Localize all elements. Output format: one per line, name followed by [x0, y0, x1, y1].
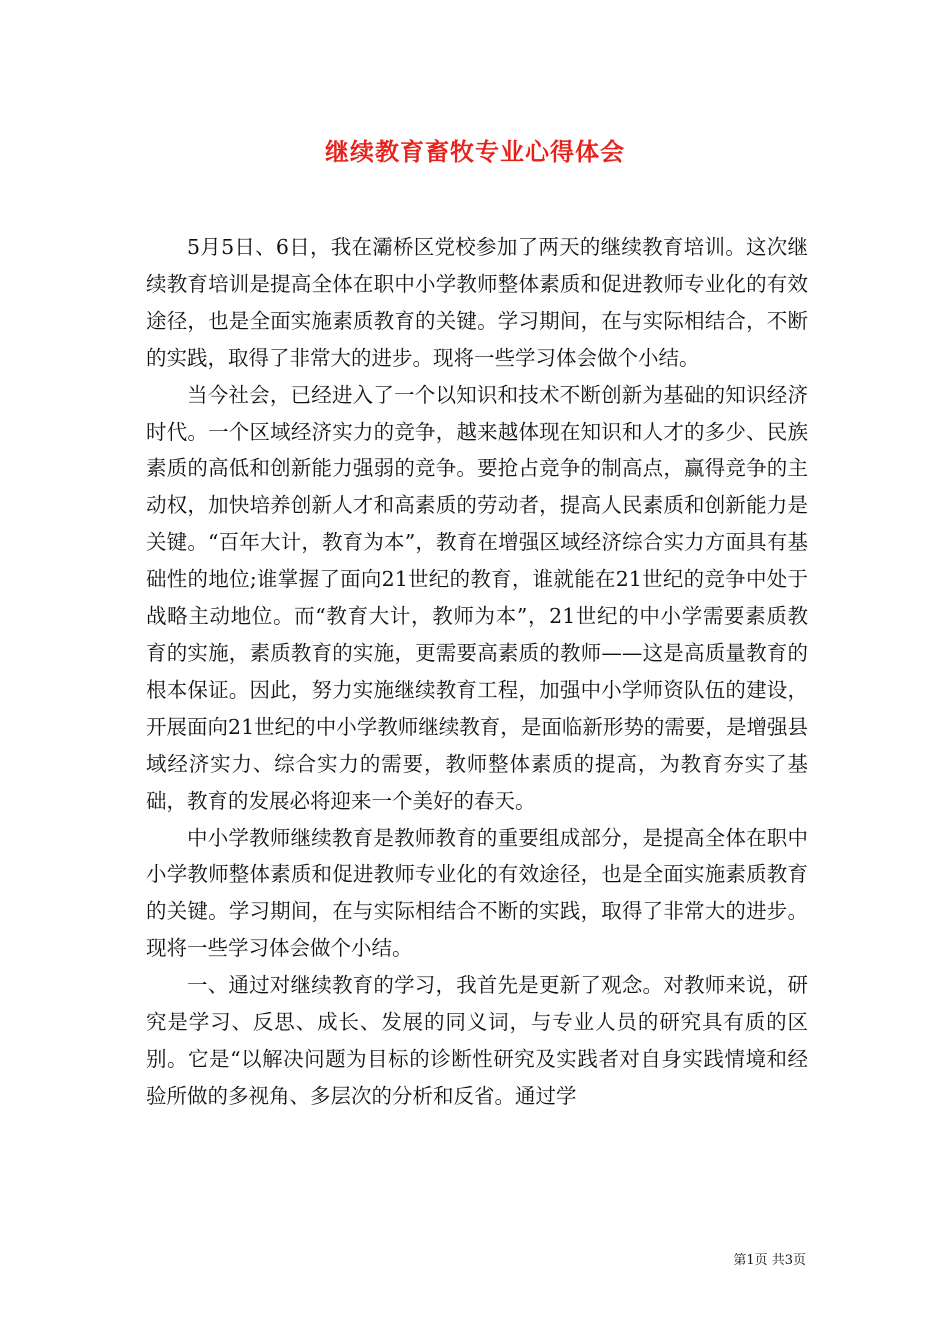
paragraph-3: 中小学教师继续教育是教师教育的重要组成部分，是提高全体在职中小学教师整体素质和促进教师专业化的有效途径，也是全面实施素质教育的关键。学习期间，在与实际相结合不断的实践，取得了非常大的进步。现将一些学习体会做个小结。 — [146, 825, 808, 961]
paragraph-1: 5月5日、6日，我在灞桥区党校参加了两天的继续教育培训。这次继续教育培训是提高全体在职中小学教师整体素质和促进教师专业化的有效途径，也是全面实施素质教育的关键。学习期间，在与实际相结合，不断的实践，取得了非常大的进步。现将一些学习体会做个小结。 — [146, 235, 808, 370]
paragraph-4: 一、通过对继续教育的学习，我首先是更新了观念。对教师来说，研究是学习、反思、成长、发展的同义词，与专业人员的研究具有质的区别。它是“以解决问题为目标的诊断性研究及实践者对自身实践情境和经验所做的多视角、多层次的分析和反省。通过学 — [146, 973, 808, 1108]
paragraph-2: 当今社会，已经进入了一个以知识和技术不断创新为基础的知识经济时代。一个区域经济实力的竞争，越来越体现在知识和人才的多少、民族素质的高低和创新能力强弱的竞争。要抢占竞争的制高点，赢得竞争的主动权，加快培养创新人才和高素质的劳动者，提高人民素质和创新能力是关键。“百年大计，教育为本”，教育在增强区域经济综合实力方面具有基础性的地位;谁掌握了面向21世纪的教育，谁就能在21世纪的竞争中处于战略主动地位。而“教育大计，教师为本”，21世纪的中小学需要素质教育的实施，素质教育的实施，更需要高素质的教师——这是高质量教育的根本保证。因此，努力实施继续教育工程，加强中小学师资队伍的建设，开展面向21世纪的中小学教师继续教育，是面临新形势的需要，是增强县域经济实力、综合实力的需要，教师整体素质的提高，为教育夯实了基础，教育的发展必将迎来一个美好的春天。 — [146, 382, 808, 813]
document-title: 继续教育畜牧专业心得体会 — [325, 137, 625, 166]
page-number-footer: 第1页 共3页 — [733, 1253, 806, 1268]
document-body — [146, 229, 808, 1115]
